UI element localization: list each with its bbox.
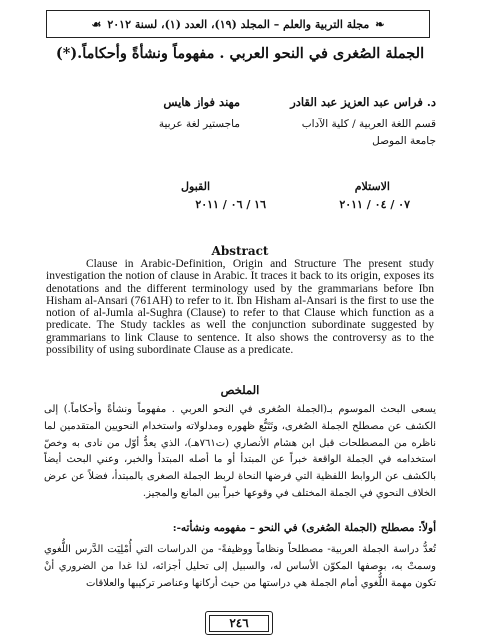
section1-body: تُعدُّ دراسة الجملة العربية- مصطلحاً ونظاماً ووظيفةً- من الدراسات التي أُمْلِيَت الدَّرس اللُّغوي وسمتْ به، بوصفها المكوّن الأساس له، والسبيل إلى تحليل أجزائه، لذا غدا من الضروري أنْ تكون مهمة اللُّغوي أمام الجملة هي دراستها من حيث أركانها وعناصر تركيبها والعلاقات <box>44 544 436 589</box>
accepted-date: ١٦ / ٠٦ / ٢٠١١ <box>195 198 266 211</box>
received-label: الاستلام <box>354 180 390 193</box>
author2-name: مهند فواز هايس <box>163 95 240 109</box>
header-ornament-right: ❧ <box>375 17 385 31</box>
received-date: ٠٧ / ٠٤ / ٢٠١١ <box>339 198 410 211</box>
accepted-label: القبول <box>181 180 210 193</box>
author1-dept: قسم اللغة العربية / كلية الآداب <box>301 118 436 130</box>
section1-heading: أولاً: مصطلح (الجملة الصُغرى) في النحو – مفهومه ونشأته-: <box>172 522 436 534</box>
abstract-body: Clause in Arabic-Definition, Origin and Structure The present study investigation the notion of clause in Arabic. It traces it back to its origin, exposes its denotations and the different terminology used by the grammarians before Ibn Hisham al-Ansari (761AH) to refer to it. Ibn Hisham al-Ansari is the first to use the notion of al-Jumla al-Sughra (Clause) to refer to that Clause which function as a predicate. The Study tackles as well the conjunction subordinate suggested by grammarians to link Clause to sentence. It also shows the controversy as to the possibility of using subordinate Clause as a predicate. <box>46 258 434 357</box>
page-number-box <box>205 611 273 635</box>
author2-degree: ماجستير لغة عربية <box>158 118 240 130</box>
page-number: ٢٤٦ <box>209 615 269 632</box>
paper-title: الجملة الصُغرى في النحو العربي . مفهوماً ونشأةً وأحكاماً.(*) <box>55 45 425 62</box>
summary-body: يسعى البحث الموسوم بـ(الجملة الصُغرى في النحو العربي . مفهوماً ونشأةً وأحكاماً.) إلى الكشف عن مصطلح الجملة الصُغرى، وتَتَبُّع ظهوره ومدلولاته واستخدام النحويين المتقدمين لما ناظره من المصطلحات قبل ابن هشام الأنصاري (ت٧٦١هـ)، الذي يعدُّ أوّل من نادى به وخصّ استخدامه في الجملة الواقعة خبراً عن المبتدأ أو ما أصله المبتدأ والخبر، وعني البحث أيضاً بالكشف عن الروابط اللفظية التي فرضها النحاة لربط الجملة الصغرى بالمبتدأ، فضلاً عن عرض الخلاف النحوي في الجملة المختلف في وقوعها خبراً بين المانع والمجيز. <box>44 404 437 499</box>
author1-name: د. فراس عبد العزيز عبد القادر <box>290 95 436 109</box>
journal-header-text: مجلة التربية والعلم – المجلد (١٩)، العدد (١)، لسنة ٢٠١٢ <box>107 17 370 31</box>
author1-university: جامعة الموصل <box>372 135 436 147</box>
journal-header <box>46 10 430 38</box>
abstract-heading: Abstract <box>211 244 269 258</box>
header-ornament-left: ☙ <box>91 17 102 31</box>
summary-heading: الملخص <box>220 383 260 397</box>
